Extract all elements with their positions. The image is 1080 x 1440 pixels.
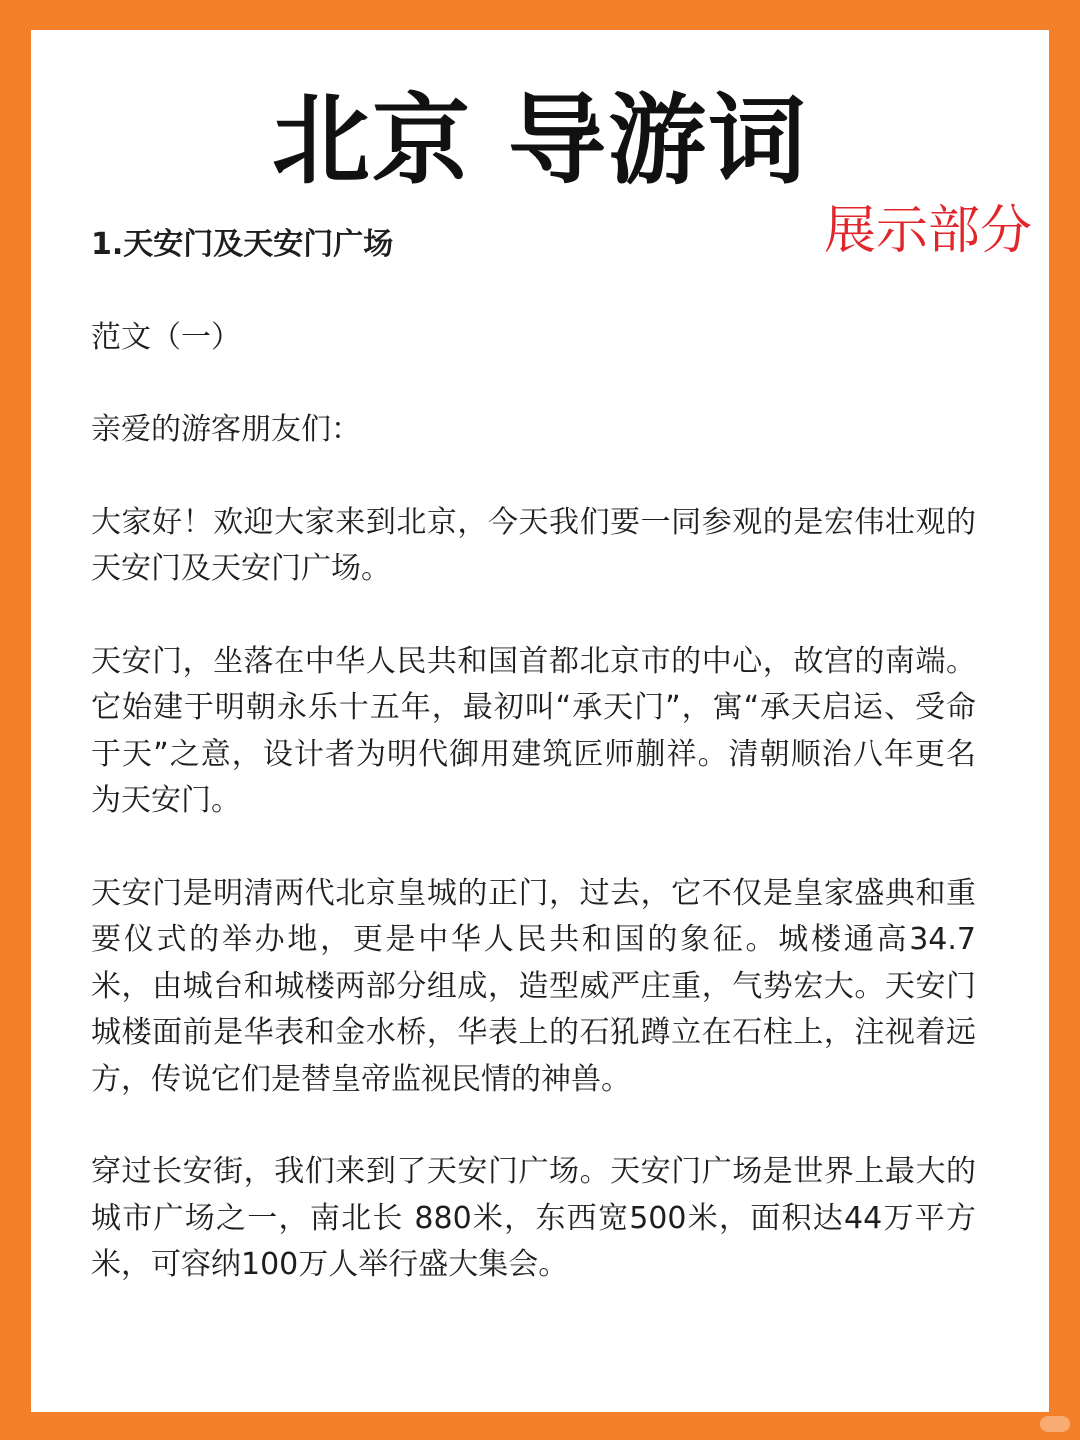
paragraph-sample-label: 范文（一） — [91, 319, 241, 355]
paragraph-welcome: 大家好！欢迎大家来到北京，今天我们要一同参观的是宏伟壮观的天安门及天安门广场。 — [91, 504, 976, 586]
preview-stamp: 展示部分 — [824, 201, 1033, 261]
paragraph-greeting: 亲爱的游客朋友们： — [91, 412, 361, 447]
paragraph-tiananmen-square: 穿过长安街，我们来到了天安门广场。天安门广场是世界上最大的城市广场之一，南北长 880米，东西宽500米，面积达44万平方米，可容纳100万人举行盛大集会。 — [91, 1154, 976, 1282]
document-page — [31, 30, 1049, 1412]
watermark-badge — [1040, 1416, 1070, 1432]
section-heading: 1.天安门及天安门广场 — [91, 227, 394, 262]
paragraph-tiananmen-history: 天安门，坐落在中华人民共和国首都北京市的中心，故宫的南端。它始建于明朝永乐十五年，最初叫“承天门”，寓“承天启运、受命于天”之意，设计者为明代御用建筑匠师蒯祥。清朝顺治八年更名为天安门。 — [91, 643, 976, 818]
document-title: 北京 导游词 — [271, 84, 809, 198]
paragraph-tiananmen-gate: 天安门是明清两代北京皇城的正门，过去，它不仅是皇家盛典和重要仪式的举办地，更是中华人民共和国的象征。城楼通高34.7 米，由城台和城楼两部分组成，造型威严庄重，气势宏大。天安门城楼面前是华表和金水桥，华表上的石犼蹲立在石柱上，注视着远方，传说它们是替皇帝监视民情的神兽。 — [91, 875, 976, 1097]
document-body — [91, 222, 976, 1335]
